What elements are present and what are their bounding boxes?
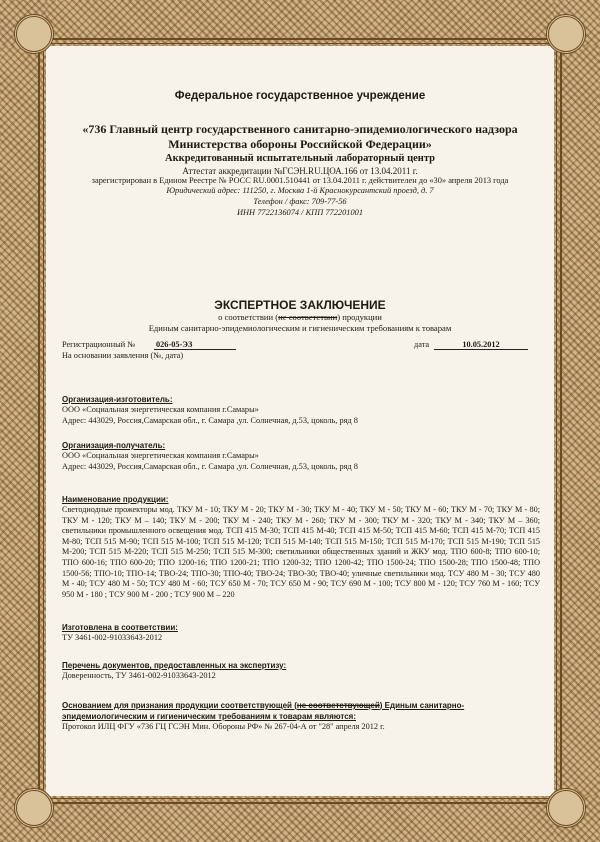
manufactured-section <box>62 622 540 644</box>
documents-list: Доверенность, ТУ 3461-002-91033643-2012 <box>62 671 216 680</box>
grounds-section <box>62 700 540 733</box>
registration-label: Регистрационный № <box>62 340 136 349</box>
corner-ornament-bottom-left <box>14 788 54 828</box>
manufacturer-address: Адрес: 443029, Россия,Самарская обл., г. Самара ,ул. Солнечная, д.53, цоколь, ряд 8 <box>62 415 358 425</box>
grounds-strikethrough: не соответствующей <box>296 701 380 710</box>
grounds-text-b: ) Единым санитарно-эпидемиологическим и гигиеническим требованиям к товарам являются: <box>62 701 465 721</box>
phone-fax: Телефон / факс: 709-77-56 <box>253 197 347 206</box>
lab-heading: Аккредитованный испытательный лабораторный центр <box>165 153 435 164</box>
application-basis: На основании заявления (№, дата) <box>62 351 184 360</box>
grounds-label <box>62 700 540 722</box>
conformity-strikethrough: не соответствии <box>278 312 338 322</box>
product-section <box>62 494 540 600</box>
contact-block <box>56 185 544 218</box>
documents-label: Перечень документов, предоставленных на экспертизу: <box>62 661 287 670</box>
date-value: 10.05.2012 <box>434 340 528 350</box>
legal-address: Юридический адрес: 111250, г. Москва 1-й Краснокурсантский проезд, д. 7 <box>166 186 434 195</box>
registration-number: 026-05-ЭЗ <box>154 340 236 350</box>
product-label: Наименование продукции: <box>62 495 169 504</box>
grounds-text-a: Основанием для признания продукции соответствующей ( <box>62 701 297 710</box>
document-title: ЭКСПЕРТНОЕ ЗАКЛЮЧЕНИЕ <box>214 298 386 312</box>
date-label: дата <box>414 340 430 349</box>
grounds-protocol: Протокол ИЛЦ ФГУ «736 ГЦ ГСЭН Мин. Обороны РФ» № 267-04-А от "28" апреля 2012 г. <box>62 722 385 731</box>
manufactured-standard: ТУ 3461-002-91033643-2012 <box>62 633 163 642</box>
manufacturer-name: ООО «Социальная энергетическая компания г.Самары» <box>62 405 259 414</box>
requirements-line: Единым санитарно-эпидемиологическим и гигиеническим требованиям к товарам <box>148 323 452 333</box>
manufacturer-section <box>62 394 540 427</box>
conformity-text-a: о соответствии ( <box>218 312 279 322</box>
product-list: Светодиодные прожекторы мод. ТКУ М - 10; ТКУ М - 20; ТКУ М - 30; ТКУ М - 40; ТКУ М - 50; ТКУ М - 60; ТКУ М - 70; ТКУ М - 80; ТКУ М - 120; ТКУ М – 140; ТКУ М - 200; ТКУ М - 240; ТКУ М - 260; ТКУ М - 300; ТКУ М - 320; ТКУ М - 340; ТКУ М – 360; светильники промышленного освещения мод. ТСП 415 М-30; ТСП 415 М-40; ТСП 415 М-50; ТСП 415 М-60; ТСП 415 М-70; ТСП 415 М-80; ТСП 515 М-90; ТСП 515 М-100; ТСП 515 М-120; ТСП 515 М-140; ТСП 515 М-150; ТСП 515 М-170; ТСП 515 М-190; ТСП 515 М-200; ТСП 515 М-220; ТСП 515 М-250; ТСП 515 М-300; светильники общественных зданий и ЖКУ мод. ТПО 600-8; ТПО 600-10; ТПО 600-16; ТПО 600-20; ТПО 1200-16; ТПО 1200-21; ТПО 1200-32; ТПО 1200-42; ТПО 1500-24; ТПО 1500-28; ТПО 1500-48; ТПО 1500-56; ТПО-10; ТПО-14; ТВО-24; ТПО-30; ТПО-40; ТВО-24; ТВО-30; ТВО-40; уличные светильники мод. ТСУ 480 М - 30; ТСУ 480 М - 40; ТСУ 480 М - 50; ТСУ 480 М - 60; ТСУ 650 М - 70; ТСУ 650 М - 90; ТСУ 690 М - 100; ТСУ 800 М - 120; ТСУ 760 М - 160; ТСУ 950 М - 180 ; ТСУ 900 М - 200 ; ТСУ 900 М – 220 <box>62 505 540 599</box>
registry-line: зарегистрирован в Едином Реестре № РОСС RU.0001.510441 от 13.04.2011 г. действителен до «30» апреля 2013 года <box>91 176 509 185</box>
corner-ornament-top-right <box>546 14 586 54</box>
corner-ornament-top-left <box>14 14 54 54</box>
recipient-section <box>62 440 540 473</box>
accreditation-line: Аттестат аккредитации №ГСЭН.RU.ЦОА.166 от 13.04.2011 г. <box>182 166 418 176</box>
inn-kpp: ИНН 7722136074 / КПП 772201001 <box>236 208 364 217</box>
recipient-label: Организация-получатель: <box>62 441 166 450</box>
documents-section <box>62 660 540 682</box>
recipient-address: Адрес: 443029, Россия,Самарская обл., г. Самара ,ул. Солнечная, д.53, цоколь, ряд 8 <box>62 461 358 471</box>
title-subtitle <box>56 312 544 334</box>
manufacturer-label: Организация-изготовитель: <box>62 395 173 404</box>
center-name-heading: «736 Главный центр государственного санитарно-эпидемиологического надзора Министерства обороны Российской Федерации» <box>82 122 518 151</box>
conformity-text-b: ) продукции <box>337 312 382 322</box>
federal-institution-heading: Федеральное государственное учреждение <box>174 90 426 102</box>
manufactured-label: Изготовлена в соответствии: <box>62 623 178 632</box>
conformity-line <box>56 312 544 323</box>
corner-ornament-bottom-right <box>546 788 586 828</box>
recipient-name: ООО «Социальная энергетическая компания г.Самары» <box>62 451 259 460</box>
